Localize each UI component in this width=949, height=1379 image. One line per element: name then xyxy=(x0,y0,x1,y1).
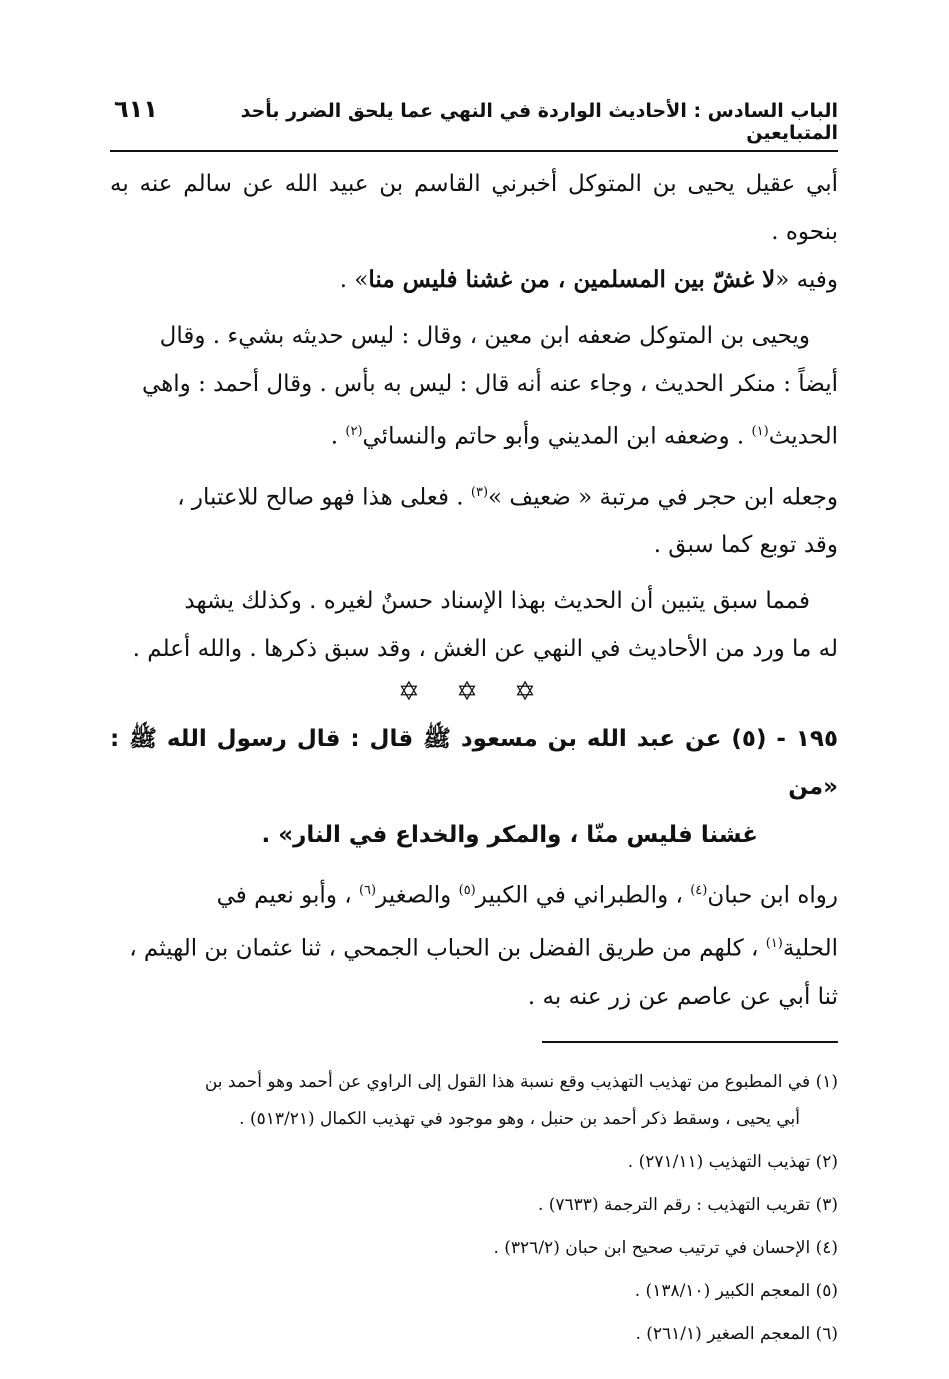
paragraph-line: فمما سبق يتبين أن الحديث بهذا الإسناد حسنٌ لغيره . وكذلك يشهد xyxy=(184,588,810,615)
footnotes xyxy=(110,1061,838,1356)
hadith-quote: لا غشّ بين المسلمين ، من غشنا فليس منا xyxy=(368,266,776,293)
footnote-ref[interactable]: (٥) xyxy=(458,883,476,899)
paragraph-line: وقد توبع كما سبق . xyxy=(653,532,838,559)
section-divider xyxy=(110,675,838,709)
star-ornament-icon: ✡ xyxy=(514,677,550,708)
paragraph-line xyxy=(110,408,838,461)
paragraph-line: أبي عقيل يحيى بن المتوكل أخبرني القاسم بن عبيد الله عن سالم عنه به بنحوه . xyxy=(110,171,838,245)
paragraph-line xyxy=(110,256,838,304)
footnote: (٢) تهذيب التهذيب (٢٧١/١١) . xyxy=(627,1151,838,1172)
hadith-heading: ١٩٥ - (٥) عن عبد الله بن مسعود ﷺ قال : قال رسول الله ﷺ : «من xyxy=(110,726,838,801)
footnote: (٦) المعجم الصغير (٢٦١/١) . xyxy=(635,1323,838,1344)
paragraph-line: له ما ورد من الأحاديث في النهي عن الغش ، وقد سبق ذكرها . والله أعلم . xyxy=(132,636,838,663)
text-run: رواه ابن حبان xyxy=(707,882,838,909)
book-page xyxy=(110,95,838,1356)
footnote-continued: أبي يحيى ، وسقط ذكر أحمد بن حنبل ، وهو موجود في تهذيب الكمال (٥١٣/٢١) . xyxy=(239,1108,800,1129)
paragraph-line xyxy=(110,920,838,973)
hadith-heading-continued: غشنا فليس منّا ، والمكر والخداع في النار» . xyxy=(261,822,758,849)
running-header xyxy=(110,95,838,152)
paragraph-line: أيضاً : منكر الحديث ، وجاء عنه أنه قال : ليس به بأس . وقال أحمد : واهي xyxy=(141,371,838,397)
quote-open: وفيه « xyxy=(775,267,838,293)
main-text xyxy=(110,160,838,1021)
paragraph-line: ثنا أبي عن عاصم عن زر عنه به . xyxy=(527,983,838,1010)
paragraph-line xyxy=(110,469,838,522)
footnote-ref[interactable]: (١) xyxy=(751,424,769,439)
footnote-ref[interactable]: (٤) xyxy=(690,883,708,899)
text-run: . xyxy=(330,423,346,450)
footnote: (٣) تقريب التهذيب : رقم الترجمة (٧٦٣٣) . xyxy=(537,1194,838,1215)
quote-close: » . xyxy=(339,267,369,293)
text-run: ، والطبراني في الكبير xyxy=(475,882,691,909)
footnote: (٤) الإحسان في ترتيب صحيح ابن حبان (٣٢٦/٢) . xyxy=(493,1237,838,1258)
footnote-ref[interactable]: (٣) xyxy=(470,484,489,500)
footnote-ref[interactable]: (١) xyxy=(765,935,783,951)
text-run: ، وأبو نعيم في xyxy=(216,882,359,909)
text-run: الحلية xyxy=(782,935,838,962)
star-ornament-icon: ✡ xyxy=(398,677,434,708)
star-ornament-icon: ✡ xyxy=(456,677,492,708)
footnote: (٥) المعجم الكبير (١٣٨/١٠) . xyxy=(634,1280,838,1301)
text-run: الحديث xyxy=(768,423,838,450)
page-number: ٦١١ xyxy=(114,95,158,123)
paragraph-line: ويحيى بن المتوكل ضعفه ابن معين ، وقال : ليس حديثه بشيء . وقال xyxy=(159,323,810,349)
footnote-ref[interactable]: (٦) xyxy=(358,883,377,899)
chapter-title: الباب السادس : الأحاديث الواردة في النهي عما يلحق الضرر بأحد المتبايعين xyxy=(240,100,838,144)
footnote: (١) في المطبوع من تهذيب التهذيب وقع نسبة هذا القول إلى الراوي عن أحمد وهو أحمد بن xyxy=(204,1071,838,1092)
paragraph-line xyxy=(110,867,838,920)
text-run: . وضعفه ابن المديني وأبو حاتم والنسائي xyxy=(362,423,752,450)
text-run: . فعلى هذا فهو صالح للاعتبار ، xyxy=(177,484,471,511)
footnote-divider xyxy=(542,1041,838,1043)
text-run: ، كلهم من طريق الفضل بن الحباب الجمحي ، ثنا عثمان بن الهيثم ، xyxy=(129,935,766,962)
text-run: والصغير xyxy=(376,882,459,909)
text-run: وجعله ابن حجر في مرتبة « ضعيف » xyxy=(488,484,838,511)
footnote-ref[interactable]: (٢) xyxy=(345,424,363,439)
